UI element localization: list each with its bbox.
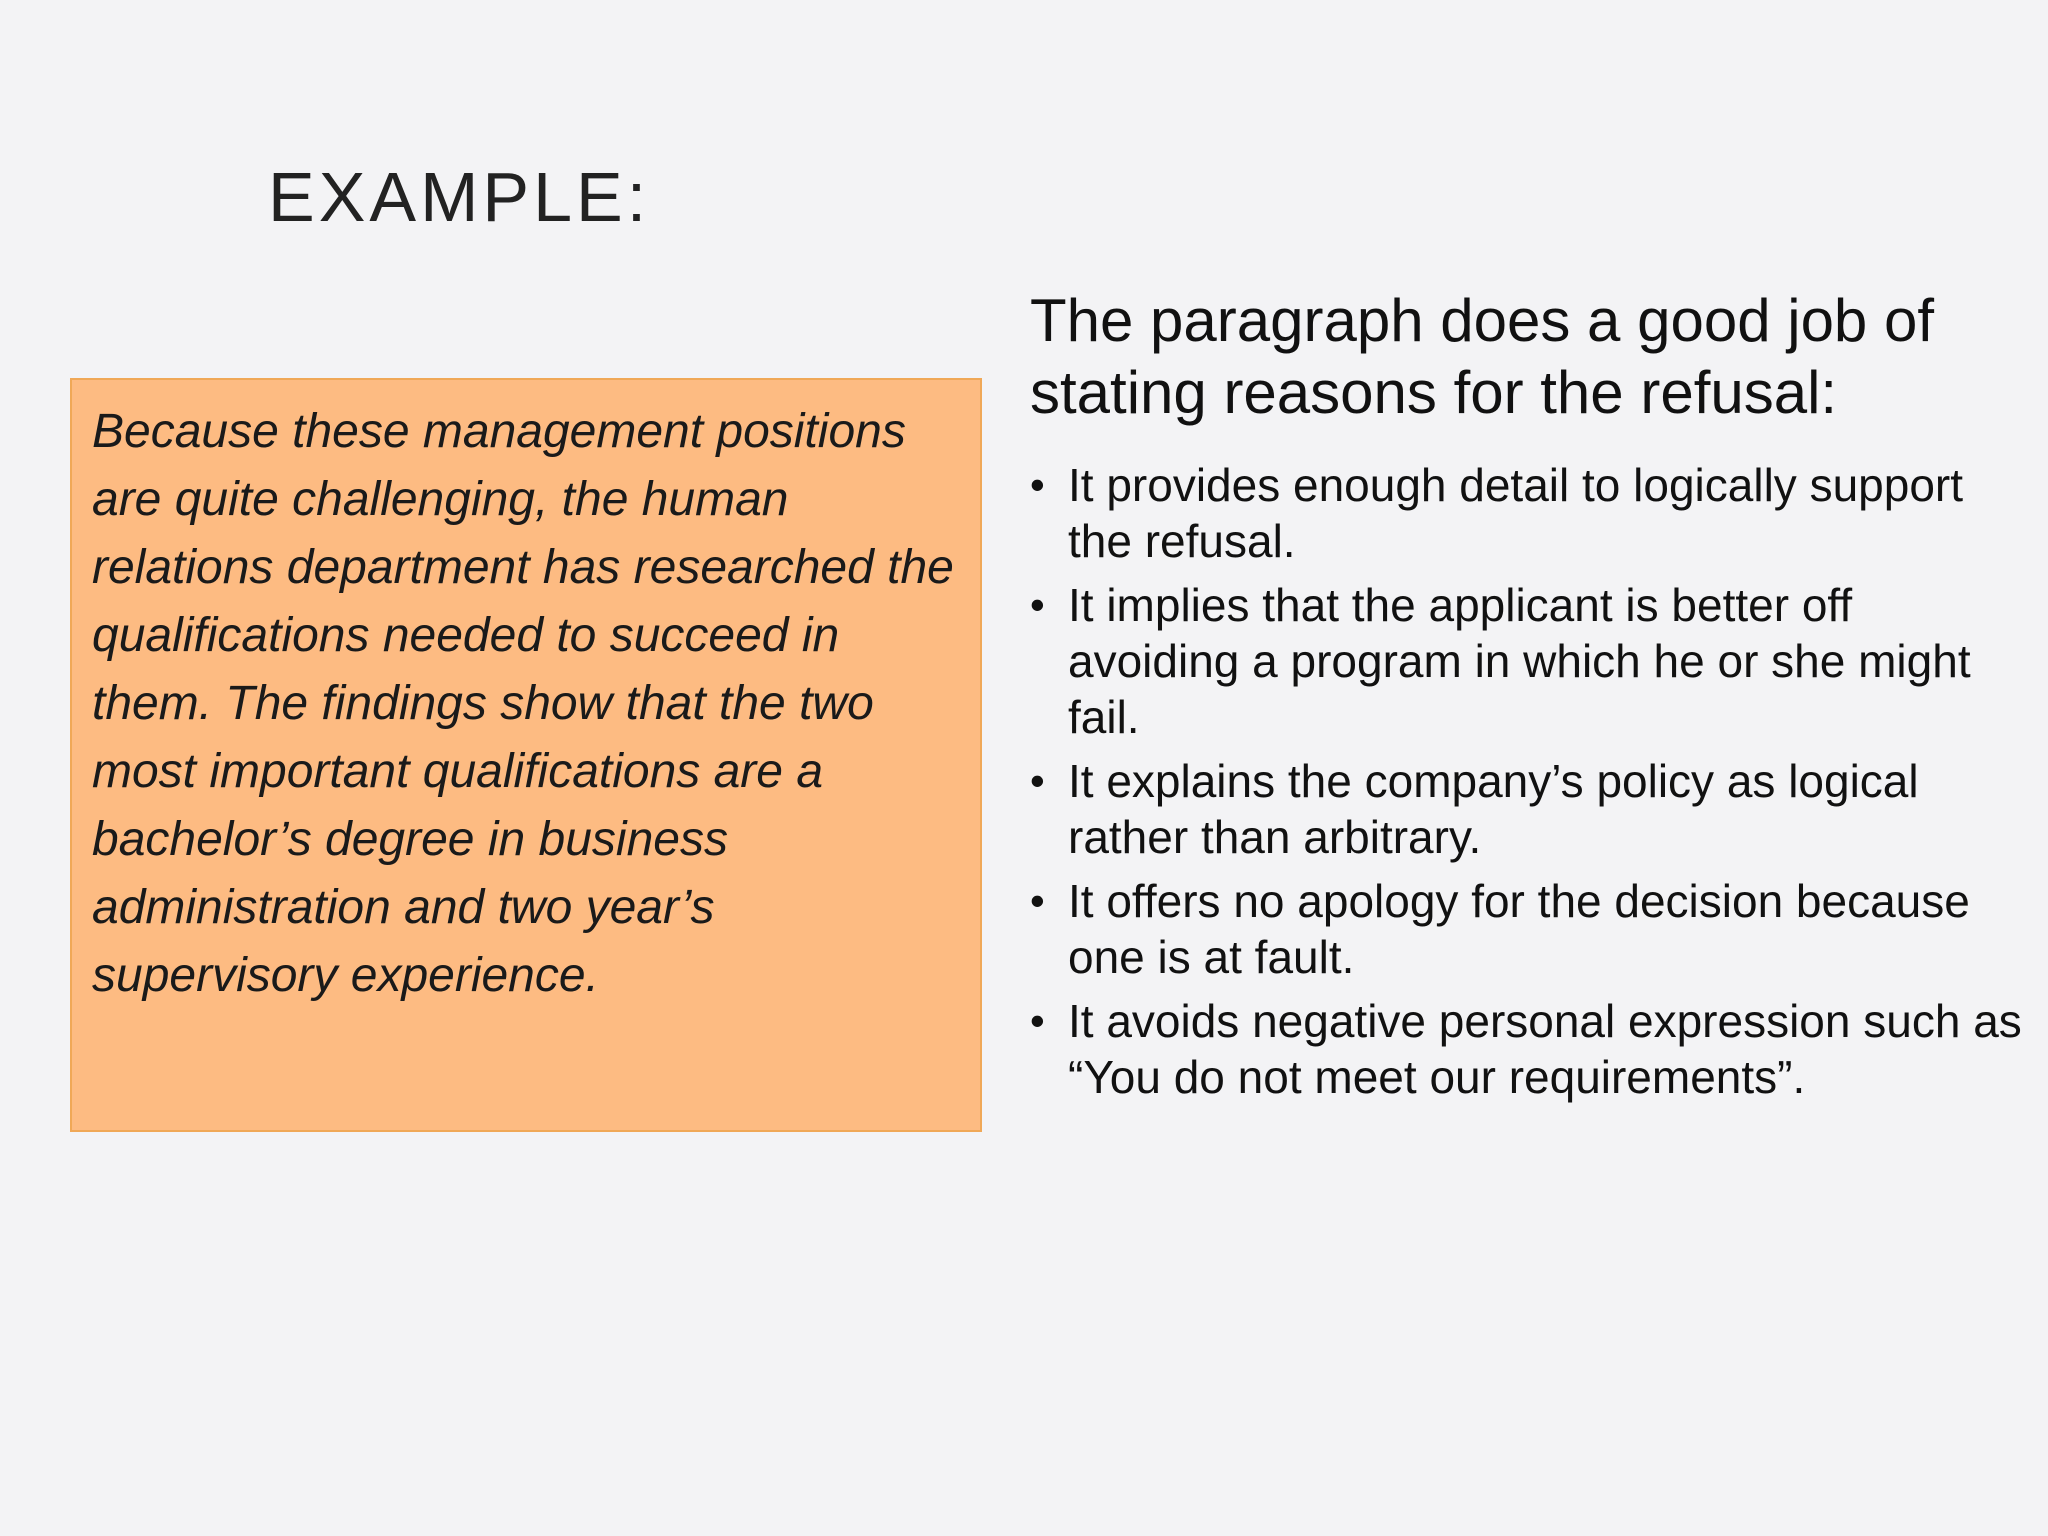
- slide-title: EXAMPLE:: [268, 158, 651, 236]
- reason-text: It offers no apology for the decision because one is at fault.: [1068, 875, 1970, 983]
- example-quote-text: Because these management positions are quite challenging, the human relations department has researched the qualifications needed to succeed in them. The findings show that the two most important qualifications are a bachelor’s degree in business administration and two year’s supervisory experience.: [92, 405, 954, 1002]
- reason-item: [1030, 873, 2030, 985]
- reason-item: [1030, 457, 2030, 569]
- bullet-icon: •: [1030, 877, 1045, 924]
- reason-item: [1030, 577, 2030, 745]
- bullet-icon: •: [1030, 757, 1045, 804]
- bullet-icon: •: [1030, 461, 1045, 508]
- reason-item: [1030, 753, 2030, 865]
- reason-text: It provides enough detail to logically support the refusal.: [1068, 459, 1964, 567]
- reason-text: It avoids negative personal expression such as “You do not meet our requirements”.: [1068, 995, 2022, 1103]
- explanation-heading: The paragraph does a good job of stating reasons for the refusal:: [1030, 287, 1935, 426]
- reason-text: It explains the company’s policy as logical rather than arbitrary.: [1068, 755, 1919, 863]
- bullet-icon: •: [1030, 997, 1045, 1044]
- reason-item: [1030, 993, 2030, 1105]
- reasons-list: [1030, 457, 2030, 1105]
- explanation-column: [1030, 285, 2030, 1113]
- bullet-icon: •: [1030, 581, 1045, 628]
- reason-text: It implies that the applicant is better off avoiding a program in which he or she might fail.: [1068, 579, 1971, 743]
- example-quote-box: [70, 378, 982, 1132]
